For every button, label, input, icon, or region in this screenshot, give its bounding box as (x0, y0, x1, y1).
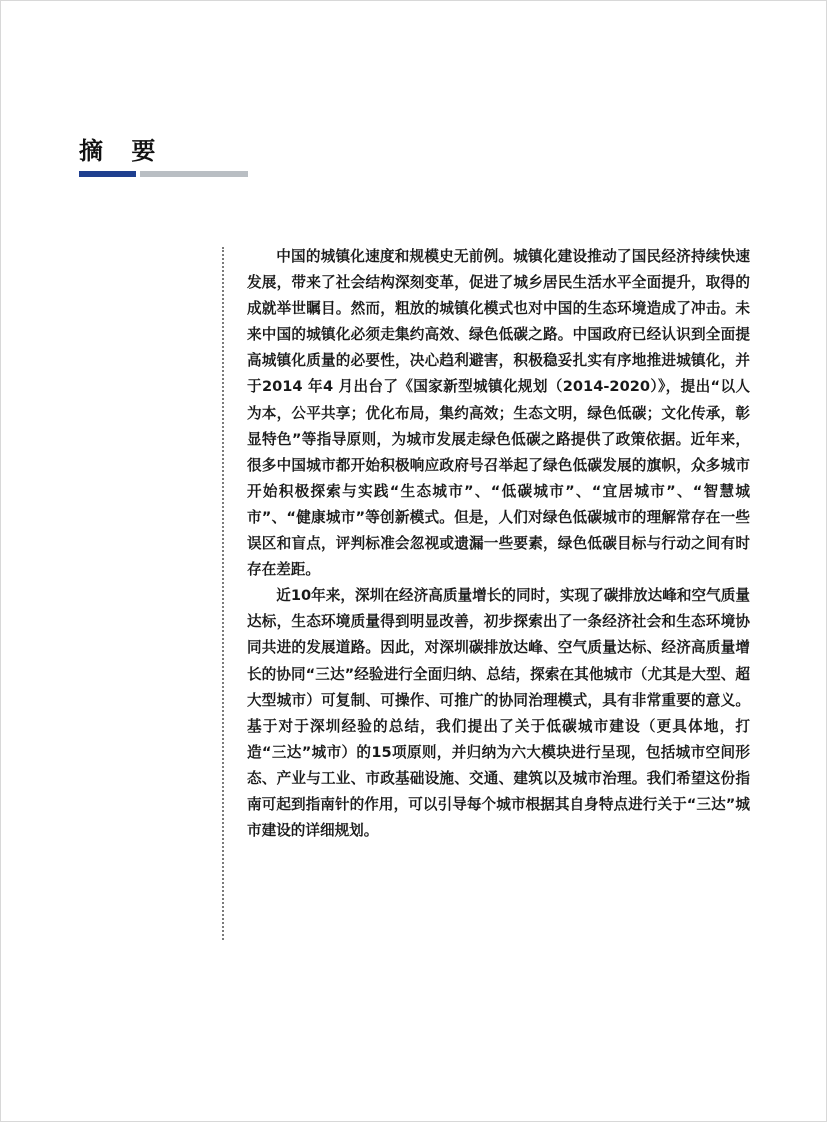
title-underline-blue (79, 171, 136, 177)
abstract-body (247, 244, 750, 844)
title-underline-gray (140, 171, 248, 177)
paragraph-1: 中国的城镇化速度和规模史无前例。城镇化建设推动了国民经济持续快速发展，带来了社会结构深刻变革，促进了城乡居民生活水平全面提升，取得的成就举世瞩目。然而，粗放的城镇化模式也对中国的生态环境造成了冲击。未来中国的城镇化必须走集约高效、绿色低碳之路。中国政府已经认识到全面提高城镇化质量的必要性，决心趋利避害，积极稳妥扎实有序地推进城镇化，并于2014 年4 月出台了《国家新型城镇化规划（2014-2020）》，提出“以人为本，公平共享；优化布局，集约高效；生态文明，绿色低碳；文化传承，彰显特色”等指导原则，为城市发展走绿色低碳之路提供了政策依据。近年来，很多中国城市都开始积极响应政府号召举起了绿色低碳发展的旗帜，众多城市开始积极探索与实践“生态城市”、“低碳城市”、“宜居城市”、“智慧城市”、“健康城市”等创新模式。但是，人们对绿色低碳城市的理解常存在一些误区和盲点，评判标准会忽视或遗漏一些要素，绿色低碳目标与行动之间有时存在差距。 (247, 248, 750, 579)
paragraph-2: 近10年来，深圳在经济高质量增长的同时，实现了碳排放达峰和空气质量达标，生态环境质量得到明显改善，初步探索出了一条经济社会和生态环境协同共进的发展道路。因此，对深圳碳排放达峰、空气质量达标、经济高质量增长的协同“三达”经验进行全面归纳、总结，探索在其他城市（尤其是大型、超大型城市）可复制、可操作、可推广的协同治理模式，具有非常重要的意义。基于对于深圳经验的总结，我们提出了关于低碳城市建设（更具体地，打造“三达”城市）的15项原则，并归纳为六大模块进行呈现，包括城市空间形态、产业与工业、市政基础设施、交通、建筑以及城市治理。我们希望这份指南可起到指南针的作用，可以引导每个城市根据其自身特点进行关于“三达”城市建设的详细规划。 (247, 587, 750, 840)
page-title: 摘 要 (79, 137, 166, 165)
dotted-margin-rule (222, 247, 224, 940)
